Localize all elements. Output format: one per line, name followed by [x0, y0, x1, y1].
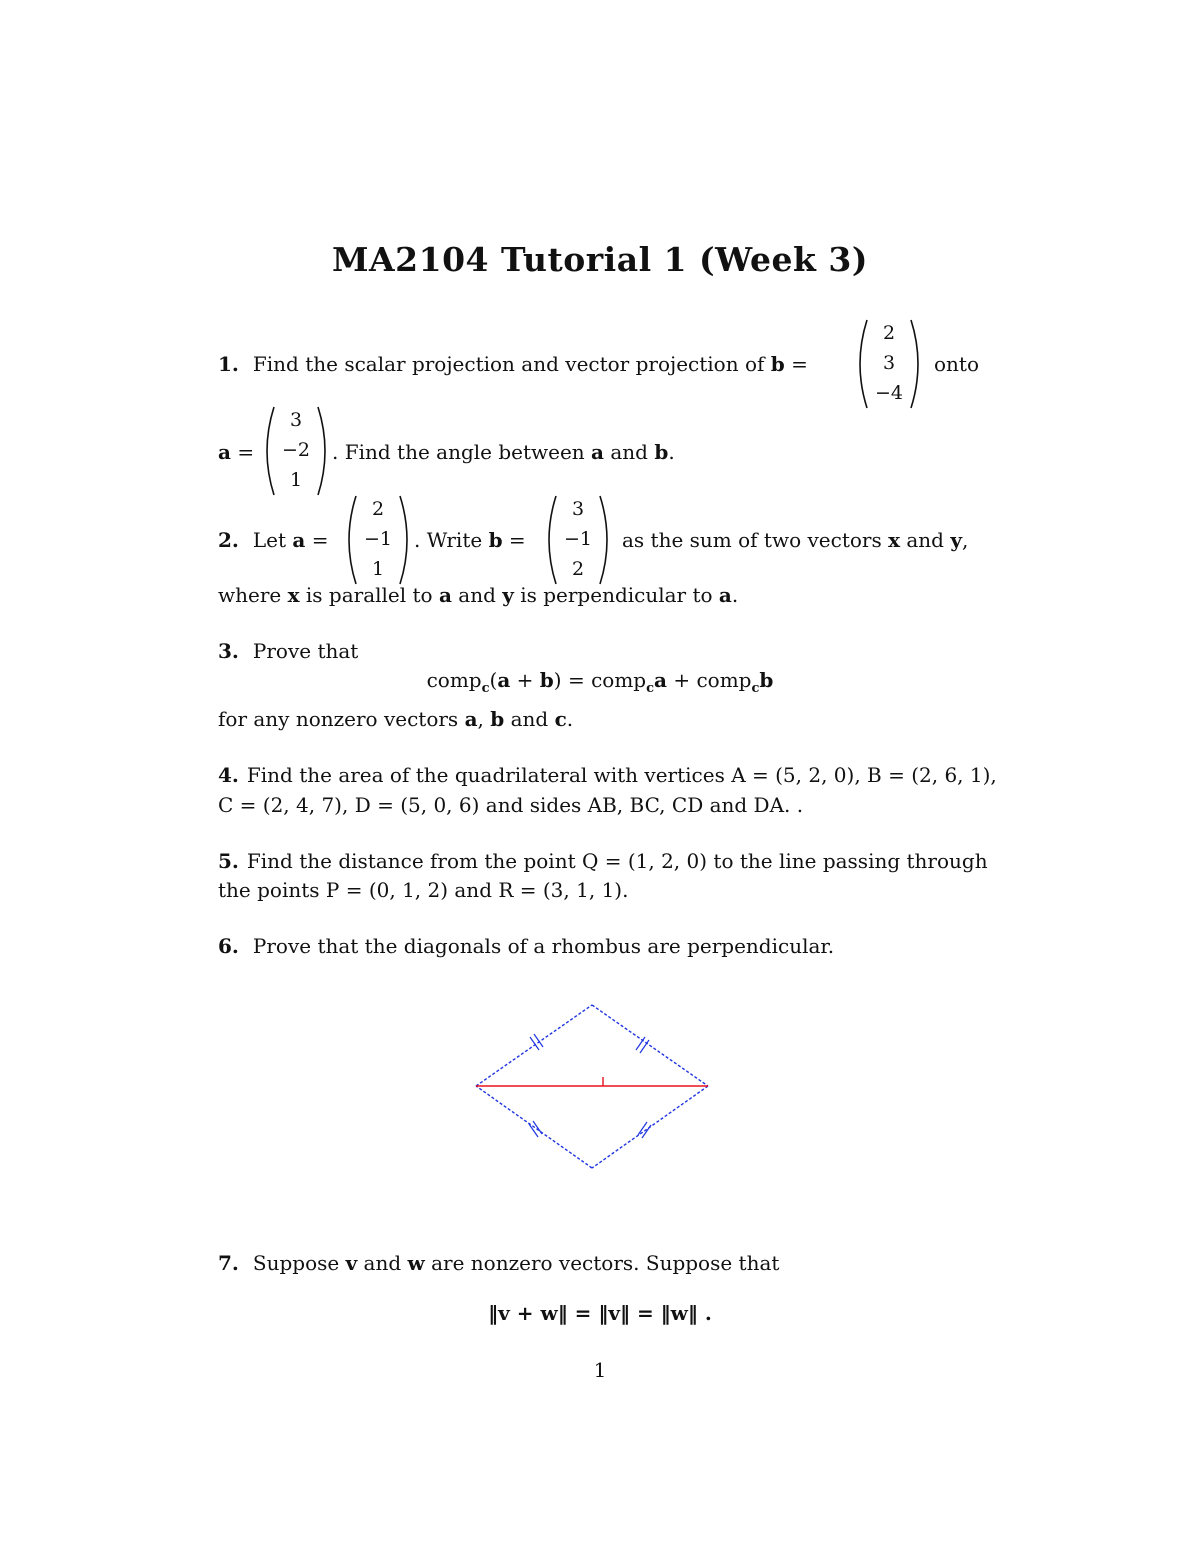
equals-sign: = [502, 528, 526, 552]
onto-word: onto [934, 352, 979, 376]
problem-text: for any nonzero vectors [218, 707, 465, 731]
vector-entry: −1 [363, 528, 392, 550]
problem-3-line-2 [218, 707, 573, 731]
vector-symbol: b [770, 352, 785, 376]
vector-symbol: a [718, 583, 732, 607]
vector-symbol: a [218, 440, 231, 464]
problem-5-line-1 [218, 849, 988, 873]
problem-text: Find the scalar projection and vector projection of [252, 352, 771, 376]
problem-5-line-2: the points P = (0, 1, 2) and R = (3, 1, 1). [218, 878, 629, 902]
equals-sign: = [230, 440, 255, 464]
problem-number: 1. [218, 352, 239, 376]
problem-number: 5. [218, 849, 239, 873]
vector-symbol: b [759, 668, 774, 692]
comp-operator: comp [426, 668, 482, 692]
subscript: c [646, 681, 655, 696]
problem-text: and [900, 528, 951, 552]
comp-operator: comp [696, 668, 752, 692]
equals-sign: = [784, 352, 808, 376]
problem-4-line-2: C = (2, 4, 7), D = (5, 0, 6) and sides AB, BC, CD and DA. . [218, 793, 804, 817]
problem-number: 4. [218, 763, 239, 787]
problem-text: Let [252, 528, 293, 552]
problem-text: where [218, 583, 288, 607]
vector-b-column [855, 318, 923, 410]
problem-text: and [504, 707, 555, 731]
vector-symbol: a [654, 668, 667, 692]
problem-2-line-1b [414, 528, 526, 552]
problem-text: . [731, 583, 739, 607]
vector-symbol: b [488, 528, 503, 552]
vector-symbol: v [345, 1251, 358, 1275]
vector-entry: −4 [874, 382, 903, 404]
problem-text: Suppose [252, 1251, 346, 1275]
problem-number: 7. [218, 1251, 239, 1275]
rhombus-side [476, 1005, 592, 1086]
equals-sign: = [305, 528, 329, 552]
problem-text: and [451, 583, 503, 607]
vector-symbol: a [591, 440, 605, 464]
vector-entry: 3 [571, 498, 585, 520]
page-title: MA2104 Tutorial 1 (Week 3) [332, 240, 868, 279]
paren: ) [553, 668, 562, 692]
problem-1-line-1 [218, 352, 808, 376]
paren: ( [489, 668, 498, 692]
vector-entry: 3 [289, 409, 303, 431]
problem-text: as the sum of two vectors [622, 528, 889, 552]
problem-text: , [477, 707, 491, 731]
problem-text: is parallel to [299, 583, 439, 607]
vector-entry: 2 [882, 322, 896, 344]
subscript: c [751, 681, 760, 696]
vector-symbol: x [287, 583, 300, 607]
problem-text: Prove that [252, 639, 359, 663]
problem-7-equation: ‖v + w‖ = ‖v‖ = ‖w‖ . [488, 1301, 712, 1325]
problem-text: . Find the angle between [332, 440, 592, 464]
page-number: 1 [593, 1358, 607, 1382]
vector-b-column [544, 494, 612, 586]
problem-number: 6. [218, 934, 239, 958]
plus-sign: + [666, 668, 697, 692]
problem-3-line-1 [218, 639, 358, 663]
problem-text: . Write [414, 528, 489, 552]
subscript: c [481, 681, 490, 696]
vector-symbol: a [438, 583, 452, 607]
problem-number: 2. [218, 528, 239, 552]
vector-symbol: b [539, 668, 554, 692]
problem-text: Find the distance from the point Q = (1, 2, 0) to the line passing through [246, 849, 988, 873]
vector-symbol: a [292, 528, 306, 552]
vector-symbol: w [407, 1251, 425, 1275]
problem-1-line-2b [332, 440, 675, 464]
vector-entry: 2 [371, 498, 385, 520]
vector-entry: −2 [281, 439, 310, 461]
vector-symbol: y [950, 528, 962, 552]
problem-text: , [961, 528, 969, 552]
equals-sign: = [561, 668, 592, 692]
problem-6-line-1 [218, 934, 834, 958]
vector-entry: 1 [371, 558, 385, 580]
problem-2-line-1a [218, 528, 329, 552]
vector-entry: −1 [563, 528, 592, 550]
vector-entry: 2 [571, 558, 585, 580]
problem-text: Find the area of the quadrilateral with vertices A = (5, 2, 0), B = (2, 6, 1), [246, 763, 997, 787]
vector-symbol: x [888, 528, 901, 552]
problem-text: are nonzero vectors. Suppose that [424, 1251, 780, 1275]
plus-sign: + [510, 668, 540, 692]
problem-2-line-2 [218, 583, 738, 607]
vector-a-column [262, 405, 330, 497]
problem-4-line-1 [218, 763, 997, 787]
problem-text: and [604, 440, 655, 464]
vector-symbol: y [502, 583, 514, 607]
comp-operator: comp [591, 668, 647, 692]
problem-text: and [357, 1251, 408, 1275]
problem-text: . [566, 707, 574, 731]
vector-symbol: b [490, 707, 505, 731]
problem-3-equation [0, 668, 1200, 696]
vector-entry: 1 [289, 469, 303, 491]
problem-text: . [668, 440, 675, 464]
problem-1-line-2a [218, 440, 254, 464]
vector-a-column [344, 494, 412, 586]
vector-symbol: c [554, 707, 567, 731]
rhombus-figure [470, 1000, 720, 1180]
problem-number: 3. [218, 639, 239, 663]
problem-2-line-1c [622, 528, 968, 552]
rhombus-side [592, 1005, 708, 1086]
rhombus-side [476, 1086, 592, 1168]
vector-symbol: a [464, 707, 478, 731]
vector-symbol: b [654, 440, 669, 464]
problem-7-line-1 [218, 1251, 779, 1275]
vector-entry: 3 [882, 352, 896, 374]
problem-text: is perpendicular to [513, 583, 719, 607]
problem-text: Prove that the diagonals of a rhombus are perpendicular. [252, 934, 835, 958]
vector-symbol: a [497, 668, 511, 692]
